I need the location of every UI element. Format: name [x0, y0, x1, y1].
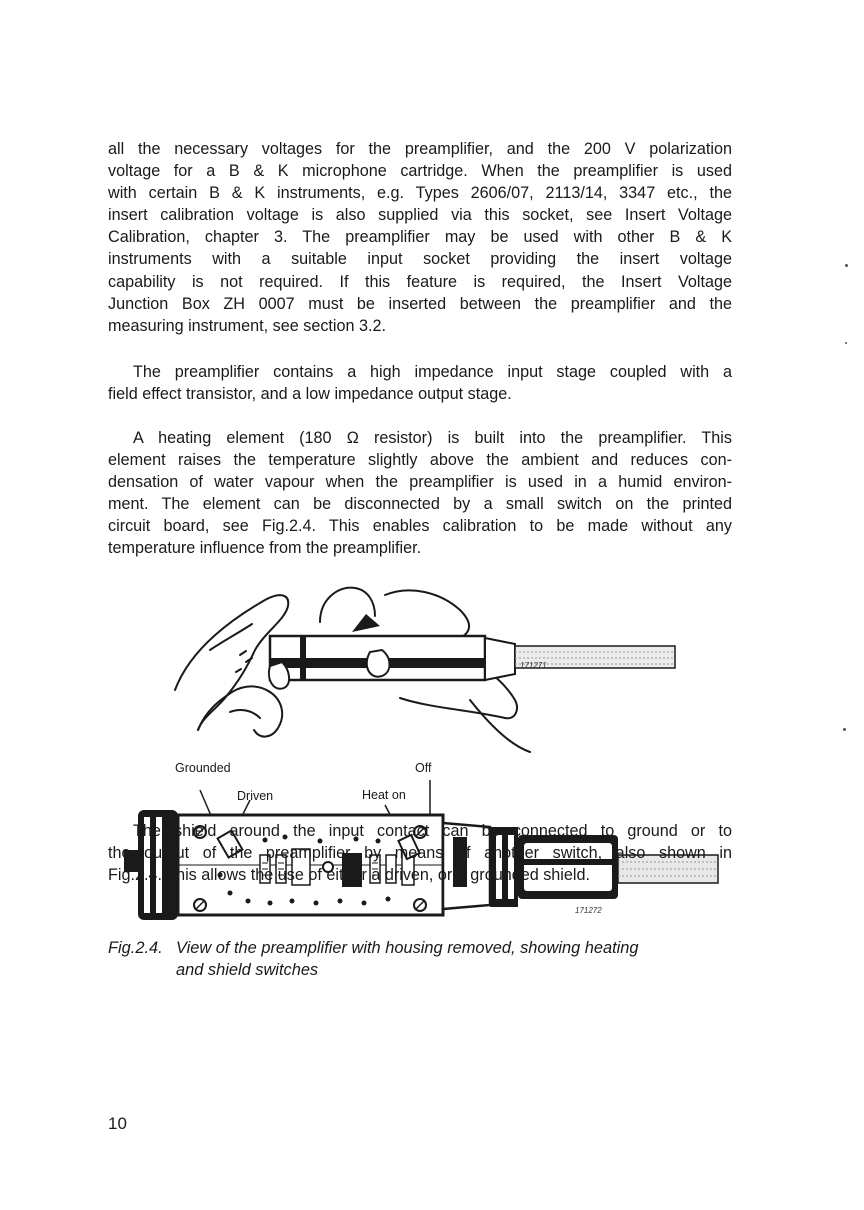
- paragraph-shield-switch: [108, 820, 732, 886]
- text-line: voltage for a B & K microphone cartridge. When the preamplifier is used: [108, 162, 732, 181]
- text-line: measuring instrument, see section 3.2.: [108, 316, 387, 335]
- paragraph-input-stage: [108, 361, 732, 405]
- text-line: with certain B & K instruments, e.g. Types 2606/07, 2113/14, 3347 etc., the: [108, 184, 732, 203]
- label-grounded: Grounded: [175, 761, 231, 775]
- text-line: Junction Box ZH 0007 must be inserted between the preamplifier and the: [108, 294, 732, 313]
- text-line: The shield around the input contact can be connected to ground or to: [133, 822, 732, 840]
- caption-number: Fig.2.4.: [108, 939, 163, 957]
- text-line: densation of water vapour when the preamplifier is used in a humid environ-: [108, 473, 732, 492]
- text-line: capability is not required. If this feature is required, the Insert Voltage: [108, 272, 732, 291]
- label-driven: Driven: [237, 789, 274, 803]
- text-line: field effect transistor, and a low impedance output stage.: [108, 385, 512, 404]
- paragraph-heating-element: [108, 427, 732, 560]
- text-line: Calibration, chapter 3. The preamplifier may be used with other B & K: [108, 228, 732, 247]
- figure-caption: [108, 937, 748, 981]
- page-number: 10: [108, 1114, 127, 1133]
- caption-line-2: and shield switches: [176, 961, 319, 979]
- hands-opening-housing-illustration: [170, 580, 690, 755]
- paragraph-polarization-voltage: [108, 138, 732, 337]
- scan-speck: [845, 264, 848, 267]
- text-line: insert calibration voltage is also supplied via this socket, see Insert Voltage: [108, 206, 732, 225]
- label-off: Off: [415, 761, 432, 775]
- text-line: temperature influence from the preamplifier.: [108, 539, 422, 558]
- scan-speck: [843, 728, 846, 731]
- scan-speck: [845, 342, 847, 344]
- label-heat-on: Heat on: [362, 788, 406, 802]
- text-line: instruments with a suitable input socket providing the insert voltage: [108, 250, 732, 269]
- text-line: circuit board, see Fig.2.4. This enables calibration to be made without any: [108, 517, 732, 536]
- text-line: all the necessary voltages for the preamplifier, and the 200 V polarization: [108, 140, 732, 158]
- text-line: element raises the temperature slightly above the ambient and reduces con-: [108, 451, 732, 470]
- text-line: Fig.2.4. This allows the use of either a driven, or a grounded shield.: [108, 866, 591, 885]
- caption-line-1: View of the preamplifier with housing removed, showing heating: [176, 939, 639, 957]
- text-line: A heating element (180 Ω resistor) is built into the preamplifier. This: [133, 429, 732, 447]
- text-line: The preamplifier contains a high impedance input stage coupled with a: [133, 363, 732, 381]
- bottom-figure-code: 171272: [575, 906, 602, 915]
- text-line: ment. The element can be disconnected by a small switch on the printed: [108, 495, 732, 514]
- text-line: the output of the preamplifier by means of another switch, also shown in: [108, 844, 732, 863]
- top-figure-code: 171271: [520, 661, 547, 670]
